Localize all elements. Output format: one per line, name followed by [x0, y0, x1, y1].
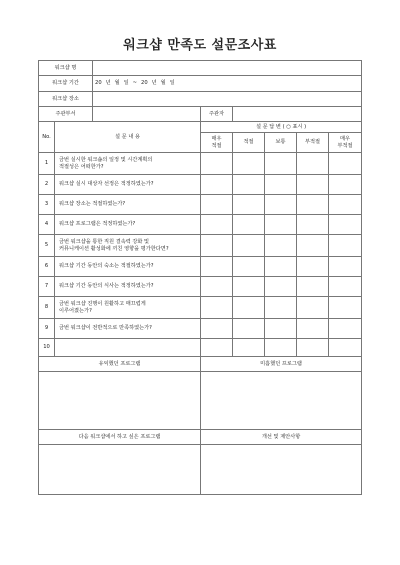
survey-form: [38, 60, 362, 495]
question-row: [39, 319, 362, 339]
organizer-label: 주관자: [201, 107, 233, 122]
page-title: 워크샵 만족도 설문조사표: [123, 38, 277, 53]
weak-program-label: 미흡했던 프로그램: [201, 357, 362, 372]
answer-cell[interactable]: [297, 153, 329, 175]
question-text: 금번 워크샵 진행이 원활하고 매끄럽게 이루어졌는가?: [55, 297, 201, 319]
question-no: 8: [39, 297, 55, 319]
answer-cell[interactable]: [265, 153, 297, 175]
answer-cell[interactable]: [329, 215, 362, 235]
answer-cell[interactable]: [265, 195, 297, 215]
question-row: [39, 277, 362, 297]
answer-cell[interactable]: [297, 175, 329, 195]
question-no: 7: [39, 277, 55, 297]
organizer-field[interactable]: [233, 107, 362, 122]
question-row: [39, 235, 362, 257]
answer-cell[interactable]: [233, 319, 265, 339]
answer-cell[interactable]: [329, 277, 362, 297]
answer-cell[interactable]: [201, 235, 233, 257]
question-row: [39, 297, 362, 319]
scale-appropriate: 적절: [233, 133, 265, 153]
workshop-name-field[interactable]: [93, 61, 362, 76]
answer-cell[interactable]: [201, 297, 233, 319]
answer-cell[interactable]: [265, 235, 297, 257]
answer-cell[interactable]: [265, 175, 297, 195]
question-text: 워크샵 장소는 적절하였는가?: [55, 195, 201, 215]
answer-cell[interactable]: [201, 339, 233, 357]
useful-program-label: 유익했던 프로그램: [39, 357, 201, 372]
workshop-venue-field[interactable]: [93, 92, 362, 107]
content-header: 설 문 내 용: [55, 122, 201, 153]
workshop-venue-label: 워크샵 장소: [39, 92, 93, 107]
scale-inappropriate: 부적절: [297, 133, 329, 153]
question-text: 워크샵 기간 동안의 식사는 적정하였는가?: [55, 277, 201, 297]
next-program-field[interactable]: [39, 445, 201, 495]
answer-cell[interactable]: [233, 257, 265, 277]
question-text: 워크샵 프로그램은 적정하였는가?: [55, 215, 201, 235]
question-no: 4: [39, 215, 55, 235]
answer-cell[interactable]: [329, 235, 362, 257]
dept-field[interactable]: [93, 107, 201, 122]
question-no: 10: [39, 339, 55, 357]
answer-cell[interactable]: [297, 215, 329, 235]
answer-cell[interactable]: [233, 297, 265, 319]
dept-label: 주관부서: [39, 107, 93, 122]
answer-cell[interactable]: [233, 153, 265, 175]
answer-header: 설 문 답 변 ( ○ 표시 ): [201, 122, 362, 133]
answer-cell[interactable]: [233, 235, 265, 257]
weak-program-field[interactable]: [201, 372, 362, 430]
answer-cell[interactable]: [297, 195, 329, 215]
question-no: 3: [39, 195, 55, 215]
answer-cell[interactable]: [201, 215, 233, 235]
answer-cell[interactable]: [233, 215, 265, 235]
answer-cell[interactable]: [233, 195, 265, 215]
answer-cell[interactable]: [265, 277, 297, 297]
answer-cell[interactable]: [297, 297, 329, 319]
answer-cell[interactable]: [265, 319, 297, 339]
answer-cell[interactable]: [201, 319, 233, 339]
useful-program-field[interactable]: [39, 372, 201, 430]
answer-cell[interactable]: [297, 235, 329, 257]
no-header: No.: [39, 122, 55, 153]
workshop-name-label: 워크샵 명: [39, 61, 93, 76]
question-row: [39, 257, 362, 277]
answer-cell[interactable]: [201, 277, 233, 297]
answer-cell[interactable]: [265, 257, 297, 277]
answer-cell[interactable]: [201, 195, 233, 215]
question-text: 금번 워크샵이 전반적으로 만족하였는가?: [55, 319, 201, 339]
answer-cell[interactable]: [233, 175, 265, 195]
answer-cell[interactable]: [297, 257, 329, 277]
answer-cell[interactable]: [297, 319, 329, 339]
question-row: [39, 215, 362, 235]
question-no: 1: [39, 153, 55, 175]
answer-cell[interactable]: [329, 319, 362, 339]
answer-cell[interactable]: [297, 339, 329, 357]
question-row: [39, 153, 362, 175]
answer-cell[interactable]: [265, 339, 297, 357]
scale-very-inappropriate: 매우 부적절: [329, 133, 362, 153]
question-no: 2: [39, 175, 55, 195]
workshop-period-label: 워크샵 기간: [39, 76, 93, 92]
answer-cell[interactable]: [329, 195, 362, 215]
answer-cell[interactable]: [233, 277, 265, 297]
answer-cell[interactable]: [329, 339, 362, 357]
next-program-label: 다음 워크샵에서 하고 싶은 프로그램: [39, 430, 201, 445]
question-no: 9: [39, 319, 55, 339]
question-row: [39, 175, 362, 195]
question-text: 금번 실시한 워크숍의 일정 및 시간계획의 적절성은 어떠한가?: [55, 153, 201, 175]
answer-cell[interactable]: [329, 153, 362, 175]
question-text: 워크샵 실시 대상자 선정은 적정하였는가?: [55, 175, 201, 195]
question-no: 5: [39, 235, 55, 257]
answer-cell[interactable]: [201, 175, 233, 195]
answer-cell[interactable]: [265, 297, 297, 319]
improvement-field[interactable]: [201, 445, 362, 495]
answer-cell[interactable]: [201, 153, 233, 175]
scale-very-appropriate: 매우 적절: [201, 133, 233, 153]
question-row: [39, 195, 362, 215]
question-text: 금번 워크샵을 통한 직원 결속력 강화 및 커뮤니케이션 활성화에 끼친 영향을 평가한다면?: [55, 235, 201, 257]
answer-cell[interactable]: [329, 257, 362, 277]
answer-cell[interactable]: [233, 339, 265, 357]
improvement-label: 개선 및 제안사항: [201, 430, 362, 445]
question-no: 6: [39, 257, 55, 277]
scale-average: 보통: [265, 133, 297, 153]
answer-cell[interactable]: [329, 175, 362, 195]
question-text: 워크샵 기간 동안의 숙소는 적절하였는가?: [55, 257, 201, 277]
question-text[interactable]: [55, 339, 201, 357]
answer-cell[interactable]: [201, 257, 233, 277]
question-row: [39, 339, 362, 357]
answer-cell[interactable]: [265, 215, 297, 235]
answer-cell[interactable]: [329, 297, 362, 319]
answer-cell[interactable]: [297, 277, 329, 297]
workshop-period-field[interactable]: 20 년 월 일 ~ 20 년 월 일: [93, 76, 362, 92]
